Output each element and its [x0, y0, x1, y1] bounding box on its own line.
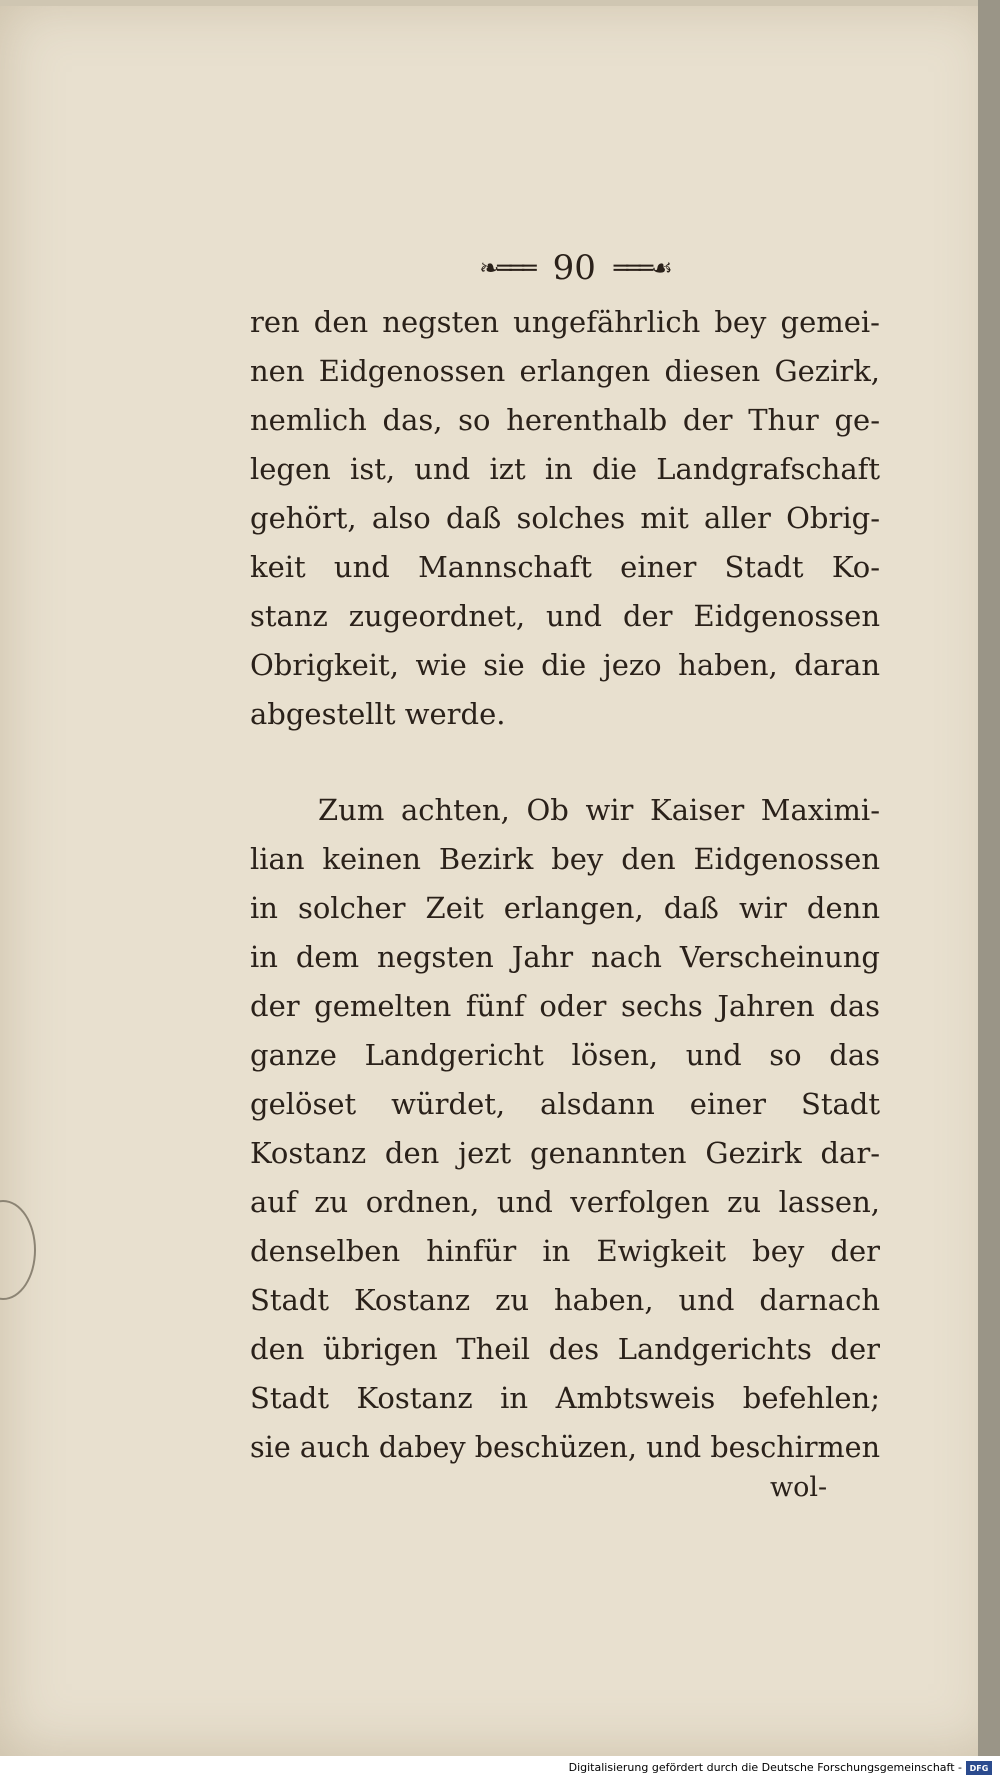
catchword: wol-: [770, 1472, 828, 1503]
text-line: keit und Mannschaft einer Stadt Ko-: [250, 550, 880, 584]
text-line: stanz zugeordnet, und der Eidgenossen: [250, 599, 880, 633]
text-line: gelöset würdet, alsdann einer Stadt: [250, 1087, 880, 1121]
text-line: gehört, also daß solches mit aller Obrig-: [250, 501, 880, 535]
dfg-logo: DFG: [966, 1761, 992, 1775]
binding-clip-mark: [0, 1200, 36, 1300]
ornament-right-icon: ═══☙: [613, 254, 671, 282]
paragraph-2: [250, 786, 880, 1472]
text-line: in solcher Zeit erlangen, daß wir denn: [250, 891, 880, 925]
text-line: abgestellt werde.: [250, 697, 506, 731]
text-line: Obrigkeit, wie sie die jezo haben, daran: [250, 648, 880, 682]
text-line: nemlich das, so herenthalb der Thur ge-: [250, 403, 880, 437]
text-line: Stadt Kostanz zu haben, und darnach: [250, 1283, 880, 1317]
text-line: Zum achten, Ob wir Kaiser Maximi-: [318, 793, 880, 827]
text-line: auf zu ordnen, und verfolgen zu lassen,: [250, 1185, 880, 1219]
page-right-edge: [978, 0, 1000, 1756]
text-line: in dem negsten Jahr nach Verscheinung: [250, 940, 880, 974]
text-line: sie auch dabey beschüzen, und beschirmen: [250, 1430, 880, 1464]
page-header: [430, 248, 720, 288]
text-line: nen Eidgenossen erlangen diesen Gezirk,: [250, 354, 880, 388]
page-top-edge: [0, 0, 1000, 6]
page-number: 90: [552, 248, 596, 288]
text-line: legen ist, und izt in die Landgrafschaft: [250, 452, 880, 486]
paragraph-1: [250, 298, 880, 739]
funding-credit: Digitalisierung gefördert durch die Deutsche Forschungsgemeinschaft -: [568, 1761, 962, 1774]
text-line: den übrigen Theil des Landgerichts der: [250, 1332, 880, 1366]
text-line: ganze Landgericht lösen, und so das: [250, 1038, 880, 1072]
text-line: der gemelten fünf oder sechs Jahren das: [250, 989, 880, 1023]
text-line: denselben hinfür in Ewigkeit bey der: [250, 1234, 880, 1268]
text-line: ren den negsten ungefährlich bey gemei-: [250, 305, 880, 339]
digitization-footer: [0, 1756, 1000, 1782]
text-line: lian keinen Bezirk bey den Eidgenossen: [250, 842, 880, 876]
text-line: Stadt Kostanz in Ambtsweis befehlen;: [250, 1381, 880, 1415]
text-line: Kostanz den jezt genannten Gezirk dar-: [250, 1136, 880, 1170]
ornament-left-icon: ❧═══: [479, 254, 535, 282]
